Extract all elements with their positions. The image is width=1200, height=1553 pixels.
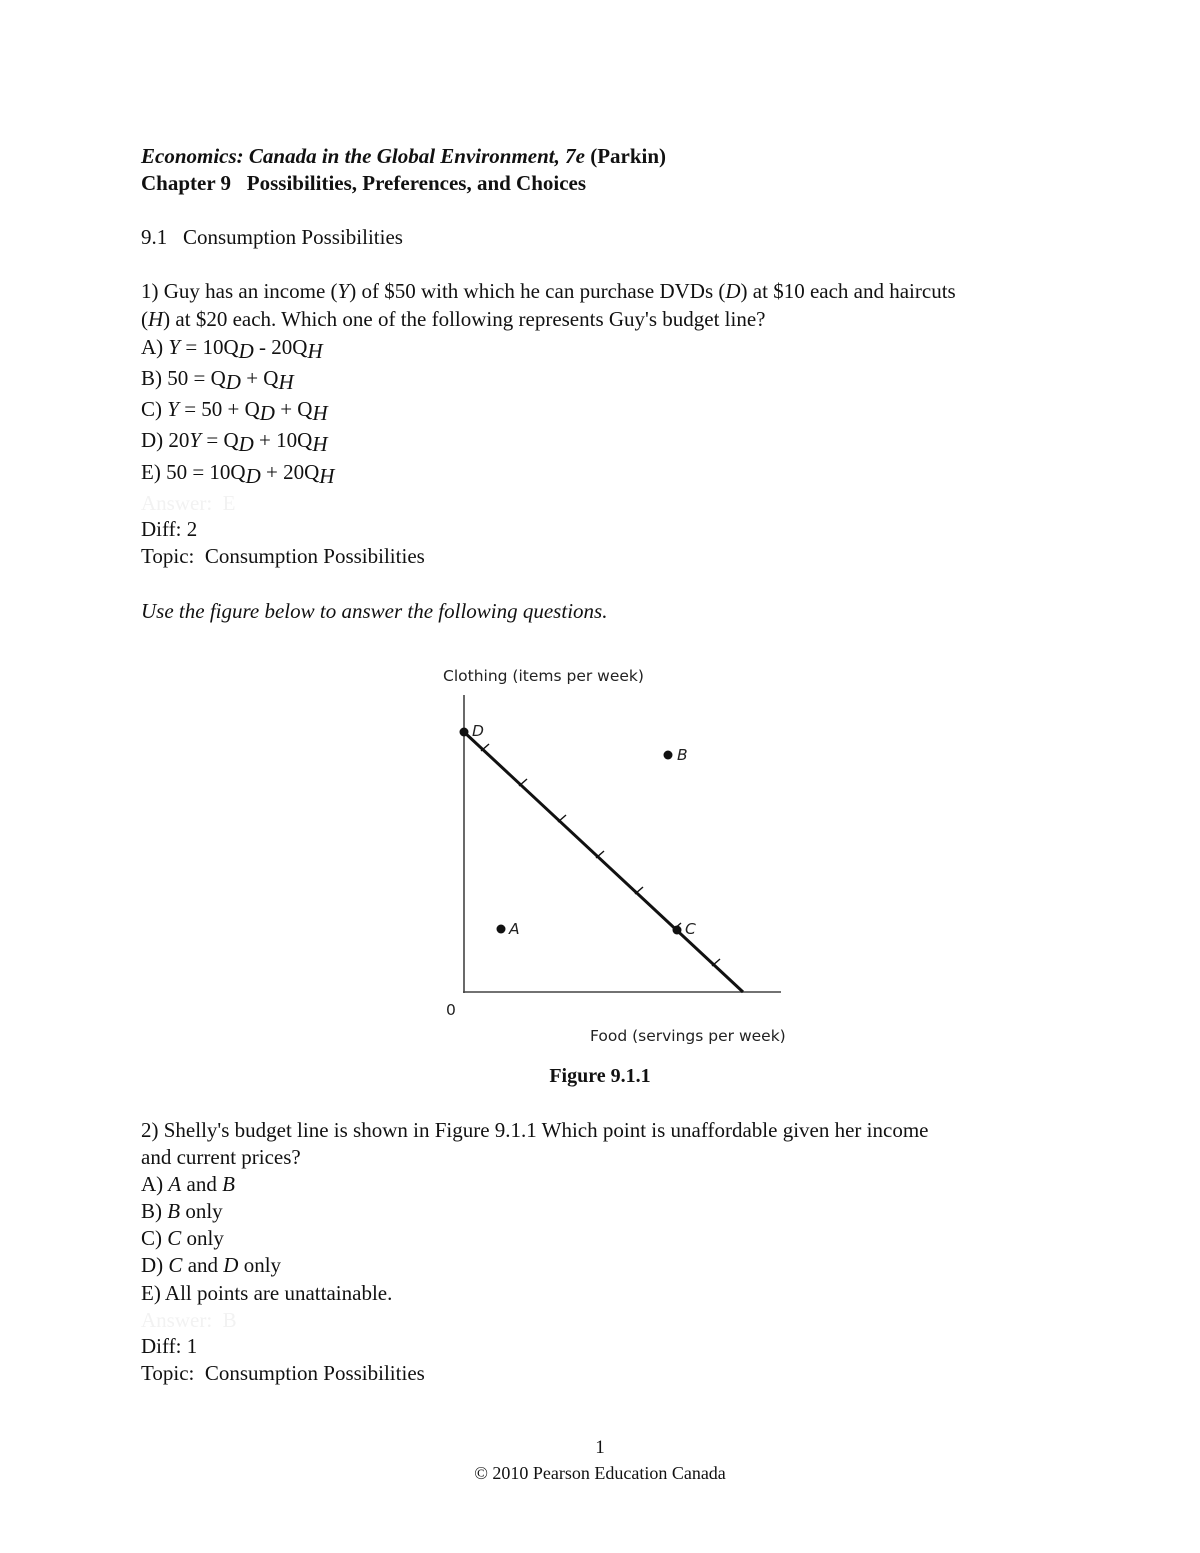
point-c [673, 926, 682, 935]
chapter-title: Chapter 9 Possibilities, Preferences, and Choices [141, 171, 587, 195]
copyright: © 2010 Pearson Education Canada [474, 1463, 726, 1483]
q2-topic: Topic: Consumption Possibilities [141, 1361, 425, 1385]
q2-option-c: C) C only [141, 1226, 224, 1250]
section-heading: 9.1 Consumption Possibilities [141, 225, 403, 249]
budget-line-chart [425, 655, 805, 1055]
point-a-label: A [509, 920, 520, 938]
point-b [664, 751, 673, 760]
figure-caption: Figure 9.1.1 [549, 1065, 651, 1087]
q1-difficulty: Diff: 2 [141, 517, 198, 541]
origin-label: 0 [446, 1001, 456, 1019]
y-axis-label: Clothing (items per week) [443, 667, 644, 685]
book-title: Economics: Canada in the Global Environment, 7e [141, 144, 585, 168]
book-title-line [141, 143, 666, 170]
point-c-label: C [685, 920, 696, 938]
point-d-label: D [472, 722, 484, 740]
x-axis-label: Food (servings per week) [590, 1027, 786, 1045]
q2-option-a: A) A and B [141, 1172, 235, 1196]
point-d [460, 728, 469, 737]
q2-option-d: D) C and D only [141, 1253, 282, 1277]
q1-stem-line2: (H) at $20 each. Which one of the following represents Guy's budget line? [141, 307, 766, 331]
q1-stem-line1: 1) Guy has an income (Y) of $50 with which he can purchase DVDs (D) at $10 each and haircuts [141, 279, 956, 303]
q1-option-d: D) 20Y = QD + 10QH [141, 428, 328, 456]
q1-option-e: E) 50 = 10QD + 20QH [141, 460, 335, 488]
q2-stem-line1: 2) Shelly's budget line is shown in Figure 9.1.1 Which point is unaffordable given her income [141, 1118, 929, 1142]
figure-instruction: Use the figure below to answer the following questions. [141, 599, 608, 623]
q2-option-e: E) All points are unattainable. [141, 1281, 393, 1305]
q1-topic: Topic: Consumption Possibilities [141, 544, 425, 568]
q1-option-a: A) Y = 10QD - 20QH [141, 335, 323, 363]
q2-option-b: B) B only [141, 1199, 223, 1223]
q1-option-c: C) Y = 50 + QD + QH [141, 397, 328, 425]
q2-difficulty: Diff: 1 [141, 1334, 198, 1358]
q1-answer: Answer: E [141, 491, 236, 515]
q2-answer: Answer: B [141, 1308, 237, 1332]
point-b-label: B [677, 746, 688, 764]
point-a [497, 925, 506, 934]
q2-stem-line2: and current prices? [141, 1145, 301, 1169]
page-number: 1 [595, 1437, 605, 1458]
q1-option-b: B) 50 = QD + QH [141, 366, 294, 394]
budget-line [464, 732, 743, 992]
book-author: (Parkin) [590, 144, 667, 168]
